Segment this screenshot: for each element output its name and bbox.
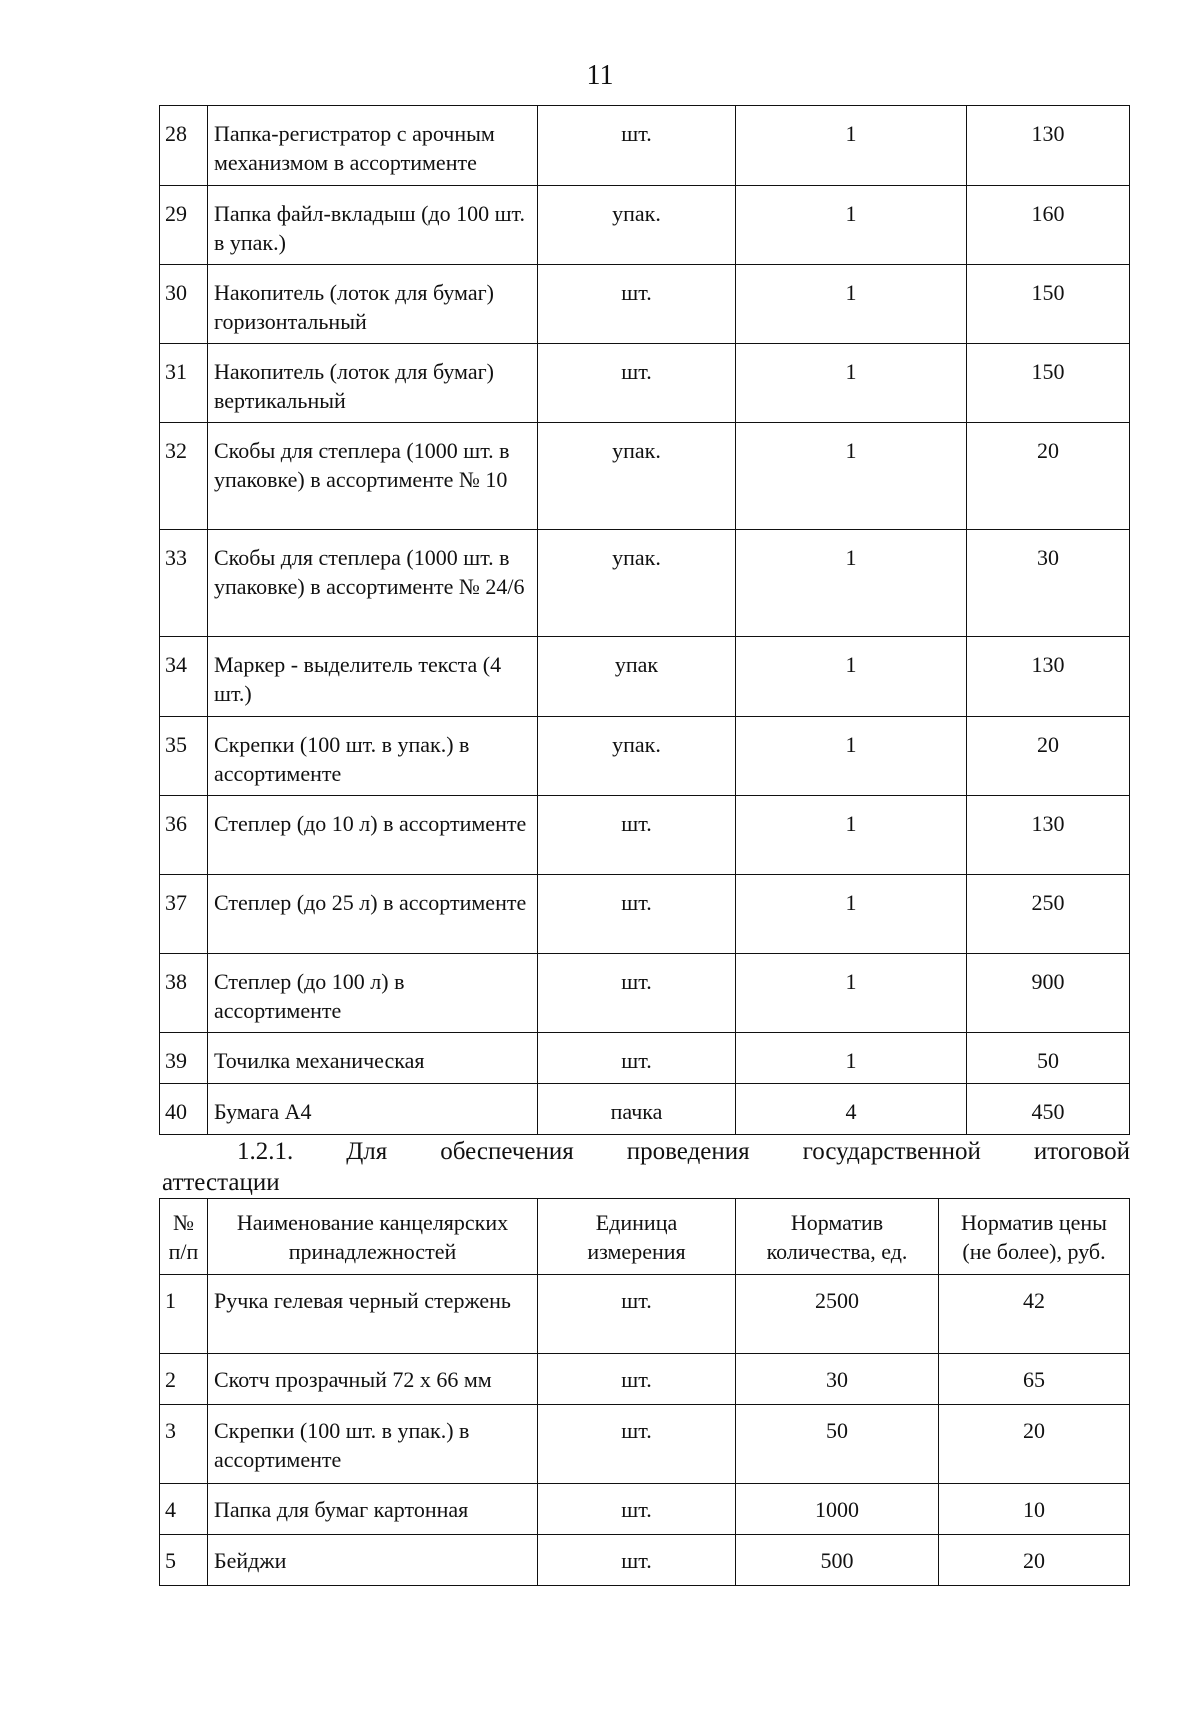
row-price: 160 [967,186,1130,265]
header-price: Норматив цены (не более), руб. [939,1199,1130,1275]
row-name: Точилка механическая [208,1033,538,1084]
row-unit: шт. [538,1033,736,1084]
row-name: Папка-регистратор с арочным механизмом в ассортименте [208,106,538,186]
row-number: 33 [160,530,208,637]
row-price: 65 [939,1354,1130,1405]
row-name: Бейджи [208,1535,538,1586]
table-row [160,186,1130,265]
row-quantity: 1 [736,423,967,530]
section-heading-line2: аттестации [162,1169,280,1197]
row-price: 900 [967,954,1130,1033]
row-number: 2 [160,1354,208,1405]
row-unit: шт. [538,106,736,186]
row-unit: шт. [538,265,736,344]
row-number: 39 [160,1033,208,1084]
row-number: 34 [160,637,208,717]
row-name: Скрепки (100 шт. в упак.) в ассортименте [208,1405,538,1484]
row-price: 130 [967,796,1130,875]
section-heading-word: итоговой [1033,1138,1130,1165]
table-row [160,954,1130,1033]
row-name: Скрепки (100 шт. в упак.) в ассортименте [208,717,538,796]
row-unit: упак. [538,717,736,796]
row-price: 20 [939,1405,1130,1484]
row-name: Степлер (до 25 л) в ассортименте [208,875,538,954]
row-unit: шт. [538,1405,736,1484]
row-unit: шт. [538,796,736,875]
section-heading [162,1136,1130,1199]
header-num: № п/п [160,1199,208,1275]
row-unit: шт. [538,1354,736,1405]
row-number: 31 [160,344,208,423]
row-unit: пачка [538,1084,736,1135]
row-unit: упак. [538,530,736,637]
row-number: 30 [160,265,208,344]
row-price: 150 [967,344,1130,423]
row-price: 10 [939,1484,1130,1535]
row-number: 3 [160,1405,208,1484]
section-heading-word: обеспечения [440,1138,574,1165]
section-heading-word: государственной [802,1138,981,1165]
row-name: Ручка гелевая черный стержень [208,1275,538,1354]
header-unit: Единица измерения [538,1199,736,1275]
row-unit: шт. [538,1484,736,1535]
table-row [160,1033,1130,1084]
table-row [160,796,1130,875]
row-name: Накопитель (лоток для бумаг) горизонтальный [208,265,538,344]
row-quantity: 1 [736,796,967,875]
row-number: 37 [160,875,208,954]
row-number: 35 [160,717,208,796]
row-quantity: 1 [736,637,967,717]
row-name: Накопитель (лоток для бумаг) вертикальный [208,344,538,423]
table-row [160,875,1130,954]
row-price: 150 [967,265,1130,344]
header-name: Наименование канцелярских принадлежностей [208,1199,538,1275]
row-name: Скобы для степлера (1000 шт. в упаковке) в ассортименте № 24/6 [208,530,538,637]
row-quantity: 1 [736,265,967,344]
row-name: Скобы для степлера (1000 шт. в упаковке) в ассортименте № 10 [208,423,538,530]
row-price: 20 [967,423,1130,530]
table-row [160,1084,1130,1135]
row-number: 29 [160,186,208,265]
row-unit: шт. [538,344,736,423]
table-row [160,1484,1130,1535]
row-price: 20 [939,1535,1130,1586]
section-heading-word: 1.2.1. [237,1138,294,1165]
table-row [160,1354,1130,1405]
table-row [160,423,1130,530]
row-quantity: 1 [736,186,967,265]
row-price: 42 [939,1275,1130,1354]
table-header-row [160,1199,1130,1275]
row-quantity: 1 [736,106,967,186]
row-name: Бумага А4 [208,1084,538,1135]
row-number: 32 [160,423,208,530]
page-number: 11 [586,60,614,91]
row-price: 130 [967,637,1130,717]
row-name: Маркер - выделитель текста (4 шт.) [208,637,538,717]
row-quantity: 1 [736,530,967,637]
row-quantity: 1 [736,1033,967,1084]
section-heading-line1 [162,1136,1130,1167]
section-heading-word: проведения [626,1138,750,1165]
row-price: 20 [967,717,1130,796]
row-number: 1 [160,1275,208,1354]
table-row [160,530,1130,637]
row-quantity: 500 [736,1535,939,1586]
row-price: 250 [967,875,1130,954]
table-row [160,265,1130,344]
row-number: 5 [160,1535,208,1586]
supplies-table-continued [159,105,1130,1135]
row-number: 28 [160,106,208,186]
row-quantity: 2500 [736,1275,939,1354]
row-price: 30 [967,530,1130,637]
table-row [160,1275,1130,1354]
row-quantity: 1 [736,954,967,1033]
table-row [160,717,1130,796]
row-quantity: 1 [736,875,967,954]
row-number: 40 [160,1084,208,1135]
row-name: Степлер (до 10 л) в ассортименте [208,796,538,875]
row-quantity: 1000 [736,1484,939,1535]
row-quantity: 50 [736,1405,939,1484]
row-price: 50 [967,1033,1130,1084]
row-price: 450 [967,1084,1130,1135]
row-name: Папка для бумаг картонная [208,1484,538,1535]
table-row [160,637,1130,717]
row-unit: шт. [538,875,736,954]
row-unit: шт. [538,1535,736,1586]
row-number: 36 [160,796,208,875]
table-row [160,344,1130,423]
row-quantity: 1 [736,344,967,423]
row-unit: упак [538,637,736,717]
row-number: 4 [160,1484,208,1535]
table-row [160,106,1130,186]
table-row [160,1535,1130,1586]
row-name: Папка файл-вкладыш (до 100 шт. в упак.) [208,186,538,265]
row-unit: шт. [538,1275,736,1354]
row-number: 38 [160,954,208,1033]
table-row [160,1405,1130,1484]
header-qty: Норматив количества, ед. [736,1199,939,1275]
row-price: 130 [967,106,1130,186]
row-name: Скотч прозрачный 72 x 66 мм [208,1354,538,1405]
row-unit: шт. [538,954,736,1033]
attestation-supplies-table [159,1198,1130,1586]
row-unit: упак. [538,423,736,530]
row-quantity: 4 [736,1084,967,1135]
section-heading-word: Для [346,1138,388,1165]
row-name: Степлер (до 100 л) в ассортименте [208,954,538,1033]
row-quantity: 30 [736,1354,939,1405]
row-unit: упак. [538,186,736,265]
row-quantity: 1 [736,717,967,796]
